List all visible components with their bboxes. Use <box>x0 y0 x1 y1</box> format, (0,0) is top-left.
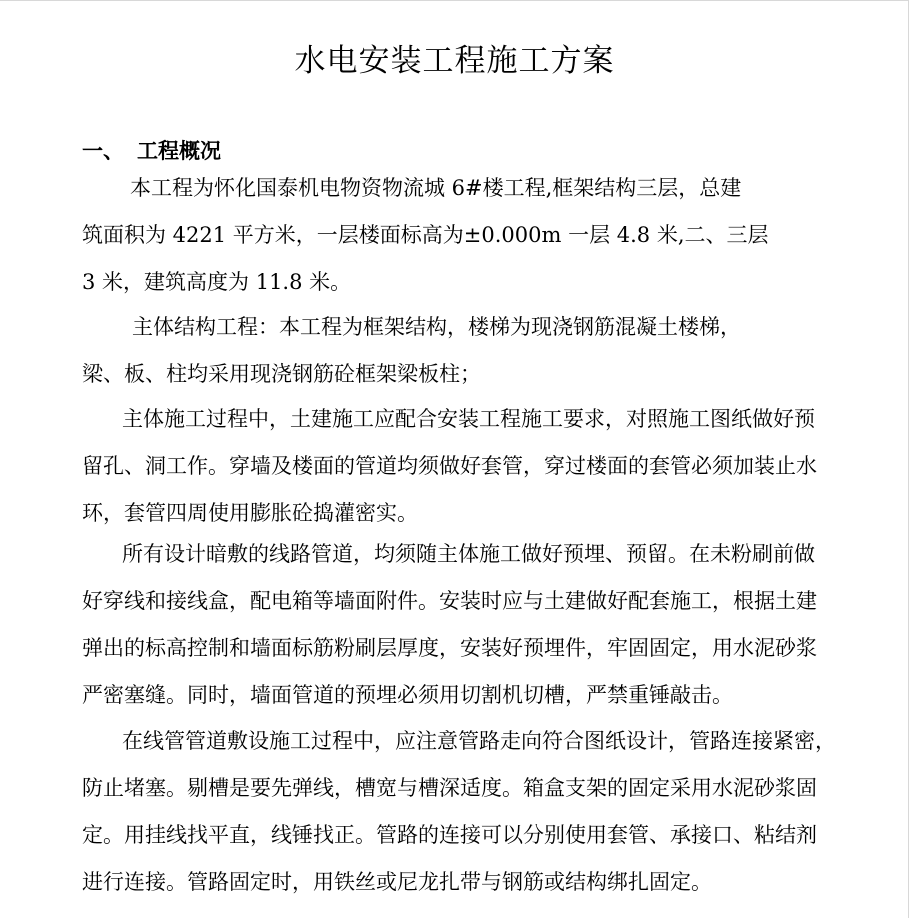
paragraph-line: 主体结构工程：本工程为框架结构，楼梯为现浇钢筋混凝土楼梯， <box>132 315 741 339</box>
document-title: 水电安装工程施工方案 <box>294 43 615 79</box>
section-title: 工程概况 <box>137 139 221 163</box>
paragraph-line: 严密塞缝。同时，墙面管道的预埋必须用切割机切槽，严禁重锤敲击。 <box>82 683 733 707</box>
paragraph-line: 定。用挂线找平直，线锤找正。管路的连接可以分别使用套管、承接口、粘结剂 <box>82 823 817 847</box>
paragraph-line: 在线管管道敷设施工过程中，应注意管路走向符合图纸设计，管路连接紧密， <box>122 729 836 753</box>
paragraph-conduit-laying <box>82 718 842 906</box>
paragraph-line: 本工程为怀化国泰机电物资物流城 6#楼工程,框架结构三层，总建 <box>130 176 742 200</box>
paragraph-project-overview <box>82 165 842 306</box>
paragraph-line: 3 米，建筑高度为 11.8 米。 <box>82 270 352 294</box>
paragraph-line: 梁、板、柱均采用现浇钢筋砼框架梁板柱； <box>82 362 481 386</box>
paragraph-line: 弹出的标高控制和墙面标筋粉刷层厚度，安装好预埋件，牢固固定，用水泥砂浆 <box>82 636 817 660</box>
paragraph-line: 主体施工过程中，土建施工应配合安装工程施工要求，对照施工图纸做好预 <box>122 407 815 431</box>
paragraph-line: 留孔、洞工作。穿墙及楼面的管道均须做好套管，穿过楼面的套管必须加装止水 <box>82 454 817 478</box>
paragraph-line: 所有设计暗敷的线路管道，均须随主体施工做好预埋、预留。在未粉刷前做 <box>122 542 815 566</box>
paragraph-concealed-wiring <box>82 531 842 719</box>
paragraph-main-structure <box>82 304 842 398</box>
section-heading <box>82 135 221 165</box>
paragraph-line: 筑面积为 4221 平方米，一层楼面标高为±0.000m 一层 4.8 米,二、三层 <box>82 223 769 247</box>
section-number: 一、 <box>82 139 124 163</box>
paragraph-line: 环，套管四周使用膨胀砼捣灌密实。 <box>82 501 418 525</box>
paragraph-construction-coordination <box>82 396 842 537</box>
paragraph-line: 好穿线和接线盒，配电箱等墙面附件。安装时应与土建做好配套施工，根据土建 <box>82 589 817 613</box>
paragraph-line: 进行连接。管路固定时，用铁丝或尼龙扎带与钢筋或结构绑扎固定。 <box>82 870 712 894</box>
paragraph-line: 防止堵塞。剔槽是要先弹线，槽宽与槽深适度。箱盒支架的固定采用水泥砂浆固 <box>82 776 817 800</box>
